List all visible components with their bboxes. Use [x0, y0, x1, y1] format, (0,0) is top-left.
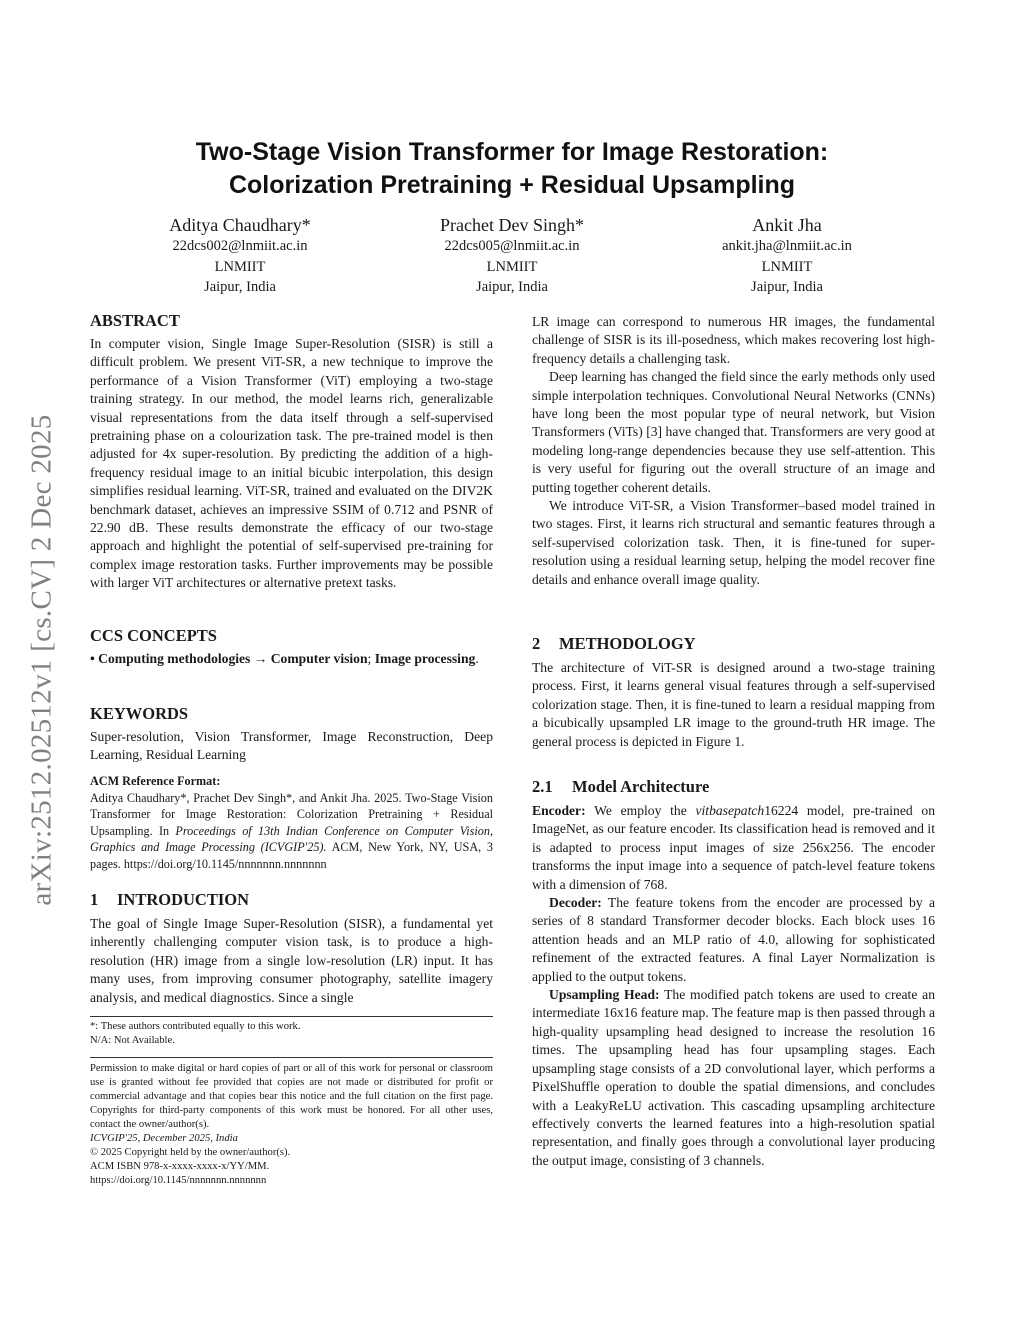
methodology-section	[532, 634, 935, 751]
methodology-heading	[532, 634, 935, 654]
author-institution: LNMIIT	[214, 258, 266, 275]
conference-venue: ICVGIP'25, December 2025, India	[90, 1133, 238, 1144]
keywords-text: Super-resolution, Vision Transformer, Image Reconstruction, Deep Learning, Residual Learning	[90, 729, 493, 763]
author-location: Jaipur, India	[204, 279, 276, 295]
abstract-heading: ABSTRACT	[90, 311, 180, 330]
author-block	[372, 214, 652, 298]
author-location: Jaipur, India	[751, 279, 823, 295]
methodology-paragraph: The architecture of ViT-SR is designed around a two-stage training process. First, it learns general visual features through a self-supervised colorization stage. Then, it is fine-tuned to learn a residual mapping from a bicubically upsampled LR image to the ground-truth HR image. The general process is depicted in Figure 1.	[532, 660, 935, 749]
section-title: INTRODUCTION	[117, 890, 250, 909]
author-block	[647, 214, 927, 298]
arxiv-identifier-stamp: arXiv:2512.02512v1 [cs.CV] 2 Dec 2025	[25, 414, 58, 906]
model-name: vitbasepatch	[695, 803, 765, 818]
author-email[interactable]: 22dcs005@lnmiit.ac.in	[444, 238, 580, 254]
reference-authors: Aditya Chaudhary*, Prachet Dev Singh*, and Ankit Jha. 2025. Two-Stage Vision Transformer for Image Restoration: Colorization Pretraining + Residual Upsampling. In	[90, 790, 493, 838]
author-email[interactable]: ankit.jha@lnmiit.ac.in	[722, 238, 852, 254]
introduction-heading	[90, 890, 493, 910]
ccs-concept-1: • Computing methodologies → Computer vision	[90, 651, 368, 666]
ccs-end: .	[475, 651, 479, 666]
author-institution: LNMIIT	[761, 258, 813, 275]
author-name: Ankit Jha	[752, 215, 822, 235]
ccs-section	[90, 626, 493, 668]
paper-title	[0, 136, 1024, 202]
introduction-section	[90, 890, 493, 1007]
reference-venue: Proceedings of 13th Indian Conference on Computer Vision, Graphics and Image Processing (ICVGIP'25).	[90, 823, 494, 855]
subsection-title: Model Architecture	[572, 777, 710, 796]
author-email[interactable]: 22dcs002@lnmiit.ac.in	[172, 238, 308, 254]
abstract-section	[90, 311, 493, 593]
text: We employ the	[585, 803, 696, 818]
title-line-2: Colorization Pretraining + Residual Upsampling	[228, 171, 796, 199]
subsection-number: 2.1	[532, 777, 553, 796]
section-number: 1	[90, 890, 99, 909]
upsampling-paragraph	[532, 986, 935, 1170]
author-name: Prachet Dev Singh*	[440, 215, 584, 235]
introduction-paragraph: We introduce ViT-SR, a Vision Transformer–based model trained in two stages. First, it learns rich structural and semantic features through a self-supervised colorization task. Then, it is fine-tuned for super-resolution using a residual learning setup, helping the model recover fine details and enhance overall image quality.	[532, 498, 935, 587]
author-name: Aditya Chaudhary*	[169, 215, 311, 235]
permission-divider	[90, 1057, 493, 1058]
acm-reference-section	[90, 773, 493, 873]
upsampling-label: Upsampling Head:	[549, 987, 660, 1003]
decoder-paragraph	[532, 894, 935, 986]
ccs-heading: CCS CONCEPTS	[90, 626, 217, 645]
footnote-na: N/A: Not Available.	[90, 1035, 175, 1046]
acm-reference-text	[90, 790, 493, 873]
author-institution: LNMIIT	[486, 258, 538, 275]
footnote-equal-contribution: *: These authors contributed equally to this work.	[90, 1021, 301, 1032]
isbn: ACM ISBN 978-x-xxxx-xxxx-x/YY/MM.	[90, 1161, 270, 1172]
introduction-paragraph: Deep learning has changed the field since the early methods only used simple interpolation techniques. Convolutional Neural Networks (CNNs) have long been the most popular type of neural network, but Vision Transformers (ViTs) [3] have changed that. Transformers are very good at modeling long-range dependencies because they use self-attention. This is very useful for figuring out the overall structure of an image and putting together coherent details.	[532, 369, 935, 495]
doi-link[interactable]: https://doi.org/10.1145/nnnnnnn.nnnnnnn	[90, 1175, 267, 1186]
decoder-label: Decoder:	[549, 895, 602, 911]
introduction-continued	[532, 313, 935, 589]
keywords-heading: KEYWORDS	[90, 704, 189, 723]
footnotes	[90, 1020, 493, 1048]
section-title: METHODOLOGY	[559, 634, 696, 653]
author-location: Jaipur, India	[476, 279, 548, 295]
footnote-divider	[90, 1016, 493, 1017]
model-name-suffix: 16224	[764, 803, 799, 818]
introduction-paragraph: The goal of Single Image Super-Resolution (SISR), a fundamental yet inherently challenging computer vision task, is to produce a high-resolution (HR) image from a single low-resolution (LR) input. It has many uses, from improving consumer photography, satellite imagery analysis, and medical diagnostics. Since a single	[90, 916, 493, 1005]
text: model, pre-trained on ImageNet, as our feature encoder. Its classification head is removed and it is adapted to process input images of size 256x256. The encoder transforms the input image into a sequence of patch-level feature tokens with a dimension of 768.	[532, 803, 935, 892]
copyright-notice: © 2025 Copyright held by the owner/author(s).	[90, 1147, 291, 1158]
model-architecture-section	[532, 777, 935, 1170]
section-number: 2	[532, 634, 541, 653]
text: The feature tokens from the encoder are processed by a series of 8 standard Transformer decoder blocks. Each block uses 16 attention heads and an MLP ratio of 4.0, allowing for sophisticated refinement of the extracted features. A final Layer Normalization is applied to the output tokens.	[532, 895, 935, 984]
title-line-1: Two-Stage Vision Transformer for Image Restoration:	[195, 138, 829, 166]
reference-publisher[interactable]: ACM, New York, NY, USA, 3 pages. https://doi.org/10.1145/nnnnnnn.nnnnnnn	[90, 840, 493, 871]
encoder-label: Encoder:	[532, 803, 586, 818]
ccs-text	[90, 650, 493, 668]
abstract-text: In computer vision, Single Image Super-Resolution (SISR) is still a difficult problem. We present ViT-SR, a new technique to improve the performance of a Vision Transformer (ViT) employing a two-stage training strategy. In our method, the model learns rich, generalizable visual representations from the data itself through a self-supervised pretraining phase on a colourization task. The pre-trained model is then adjusted for 4x super-resolution. By predicting the addition of a high-frequency residual image to an initial bicubic interpolation, this design simplifies residual learning. ViT-SR, trained and evaluated on the DIV2K benchmark dataset, achieves an impressive SSIM of 0.712 and PSNR of 22.90 dB. These results demonstrate the efficacy of our two-stage approach and highlight the potential of self-supervised pre-training for complex image restoration tasks. Further improvements may be possible with larger ViT architectures or alternative pretext tasks.	[90, 336, 493, 591]
model-architecture-heading	[532, 777, 935, 797]
acm-reference-heading: ACM Reference Format:	[90, 774, 221, 788]
ccs-separator: ;	[367, 651, 375, 666]
permission-text: Permission to make digital or hard copies of part or all of this work for personal or classroom use is granted without fee provided that copies are not made or distributed for profit or commercial advantage and that copies bear this notice and the full citation on the first page. Copyrights for third-party components of this work must be honored. For all other uses, contact the owner/author(s).	[90, 1063, 493, 1130]
author-block	[100, 214, 380, 298]
text: The modified patch tokens are used to create an intermediate 16x16 feature map. The feature map is then passed through a high-quality upsampling head designed to increase the resolution 16 times. The upsampling head has four upsampling stages. Each upsampling stage consists of a 2D convolutional layer, which performs a PixelShuffle operation to double the spatial dimensions, and concludes with a LeakyReLU activation. This cascading upsampling architecture effectively converts the learned features into a high-resolution spatial representation, and finally goes through a convolutional layer producing the output image, consisting of 3 channels.	[532, 987, 935, 1168]
encoder-paragraph	[532, 802, 935, 894]
permission-block	[90, 1062, 493, 1188]
keywords-section	[90, 704, 493, 765]
ccs-concept-2: Image processing	[374, 651, 476, 666]
introduction-paragraph: LR image can correspond to numerous HR images, the fundamental challenge of SISR is its ill-posedness, which makes recovering lost high-frequency details a challenging task.	[532, 314, 935, 366]
